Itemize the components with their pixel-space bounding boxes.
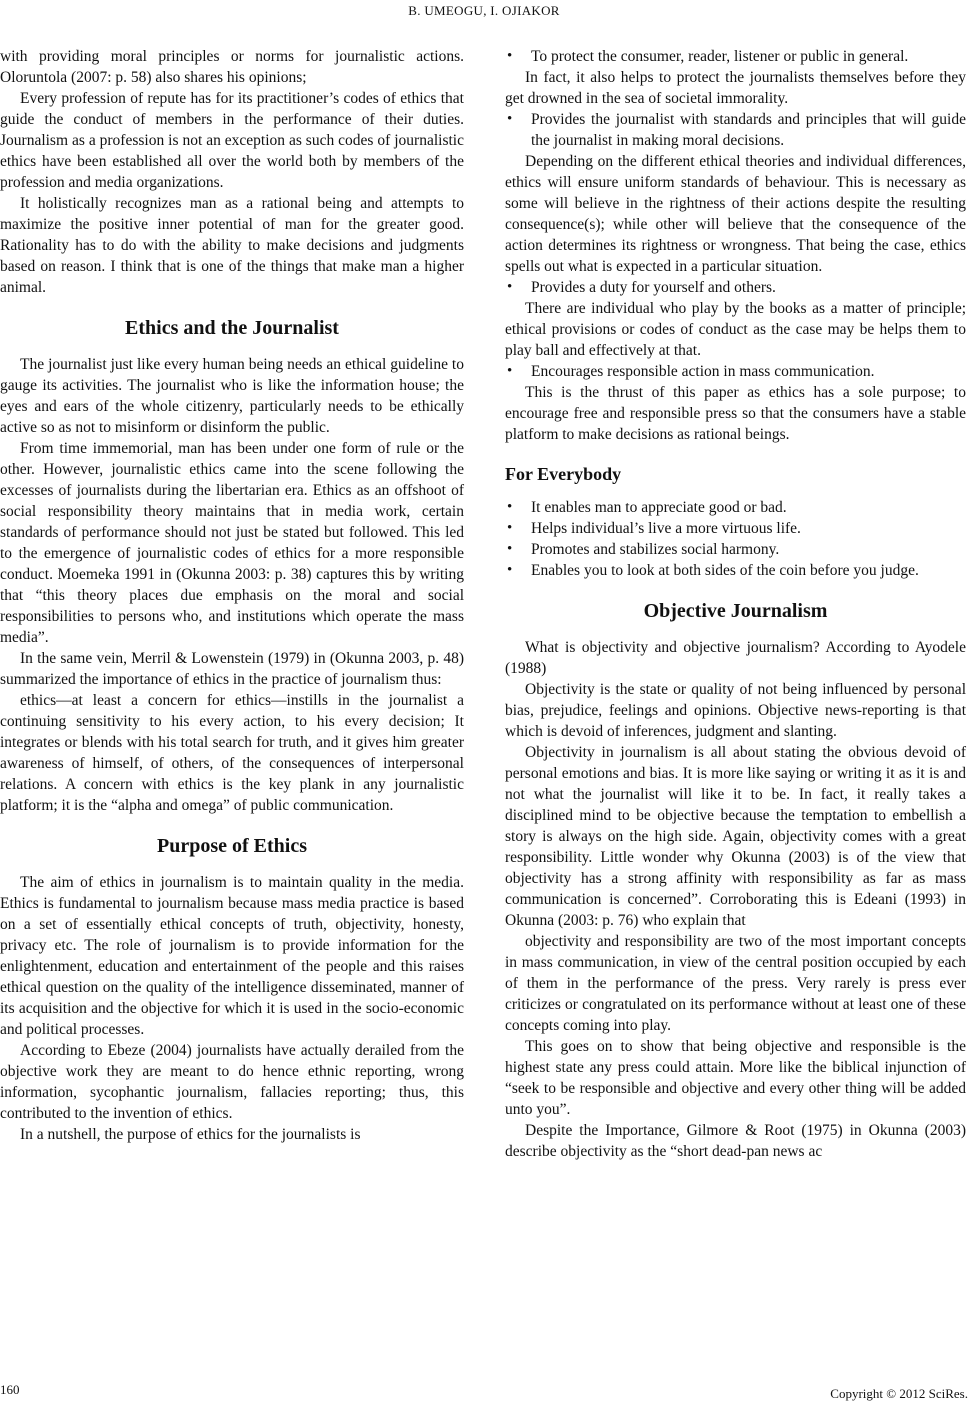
- paragraph: Objectivity in journalism is all about stating the obvious devoid of personal emotions and bias. It is more like saying or writing it as it is and not what the journalist will like it to be. In fact, it really takes a disciplined mind to be objective because the temptation to embellish a story is always on the high side. Again, objectivity comes with a great responsibility. Little wonder why Okunna (2003) is of the view that objectivity has a strong affinity with responsibility as far as mass communication is concerned”. Corroborating this is Edeani (1993) in Okunna (2003: p. 76) who explain that: [505, 744, 966, 929]
- bullet-list: [505, 361, 966, 382]
- paragraph: What is objectivity and objective journalism? According to Ayodele (1988): [505, 639, 966, 677]
- subsection-heading-everybody: For Everybody: [505, 464, 622, 484]
- right-column: [505, 46, 966, 1162]
- paragraph: There are individual who play by the books as a matter of principle; ethical provisions or codes of conduct as the case may be helps them to play ball and effectively at that.: [505, 300, 966, 359]
- list-item: • Provides the journalist with standards and principles that will guide the journalist in making moral decisions.: [507, 111, 966, 149]
- section-heading-purpose: Purpose of Ethics: [157, 835, 307, 857]
- list-item: • It enables man to appreciate good or bad.: [507, 499, 787, 516]
- paragraph: From time immemorial, man has been under one form of rule or the other. However, journalistic ethics came into the scene following the excesses of journalists during the libertarian era. Ethics as an offshoot of social responsibility theory maintains that in media work, certain standards of performance should not just be stated but followed. This led to the emergence of journalistic codes of ethics for a more responsible conduct. Moemeka 1991 in (Okunna 2003: p. 38) captures this by writing that “this theory places due emphasis on the moral and social responsibilities to persons who, and institutions which operate the mass media”.: [0, 440, 464, 646]
- paragraph: with providing moral principles or norms for journalistic actions. Oloruntola (2007: p. 58) also shares his opinions;: [0, 48, 464, 86]
- paragraph: In the same vein, Merril & Lowenstein (1979) in (Okunna 2003, p. 48) summarized the importance of ethics in the practice of journalism thus:: [0, 650, 464, 688]
- bullet-list: [505, 109, 966, 151]
- paragraph: According to Ebeze (2004) journalists have actually derailed from the objective work they are meant to do hence ethnic reporting, wrong information, sycophantic journalism, fallacies reporting; thus, this contributed to the invention of ethics.: [0, 1042, 464, 1122]
- copyright-notice: Copyright © 2012 SciRes.: [830, 1386, 968, 1401]
- bullet-list: [505, 46, 966, 67]
- bullet-icon: •: [507, 499, 513, 515]
- bullet-icon: •: [507, 363, 513, 379]
- bullet-icon: •: [507, 562, 513, 578]
- bullet-list: [505, 497, 966, 581]
- section-heading-objective: Objective Journalism: [643, 600, 828, 622]
- bullet-icon: •: [507, 541, 513, 557]
- paragraph: The aim of ethics in journalism is to maintain quality in the media. Ethics is fundamental to journalism because mass media practice is based on a set of essentially ethical concepts of truth, objectivity, honesty, privacy etc. The role of journalism is to provide information for the enlightenment, education and entertainment of the people and this raises ethical question on the quality of the intelligence disseminated, manner of its acquisition and the objective for which it is used in the socio-economic and political processes.: [0, 874, 464, 1038]
- block-quote: ethics—at least a concern for ethics—instills in the journalist a continuing sensitivity to his every action, to his every decision; It integrates or blends with his total search for truth, and it gives him greater awareness of himself, of others, of the consequences of interpersonal relations. A concern with ethics is the key plank in any journalistic platform; it is the “alpha and omega” of public communication.: [0, 692, 464, 814]
- paragraph: In fact, it also helps to protect the journalists themselves before they get drowned in the sea of societal immorality.: [505, 69, 966, 107]
- block-quote: Every profession of repute has for its practitioner’s codes of ethics that guide the conduct of members in the performance of their duties. Journalism as a profession is not an exception as such codes of journalistic ethics have been established all over the world both by members of the profession and media organizations.: [0, 90, 464, 191]
- block-quote: Objectivity is the state or quality of not being influenced by personal bias, prejudice, feelings and opinions. Objective news-reporting is that which is devoid of inferences, judgment and slanting.: [505, 681, 966, 740]
- bullet-list: [505, 277, 966, 298]
- list-item: • Helps individual’s live a more virtuous life.: [507, 520, 801, 537]
- paragraph: This goes on to show that being objective and responsible is the highest state any press could attain. More like the biblical injunction of “seek to be responsible and objective and every other thing will be added unto you”.: [505, 1038, 966, 1118]
- list-item: • To protect the consumer, reader, listener or public in general.: [507, 48, 909, 65]
- bullet-icon: •: [507, 111, 513, 127]
- block-quote: objectivity and responsibility are two of the most important concepts in mass communication, in view of the central position occupied by each of them in the performance of the press. Very rarely is press ever criticizes or congratulated on its performance without at least one of these concepts coming into play.: [505, 933, 966, 1034]
- running-head: B. UMEOGU, I. OJIAKOR: [408, 3, 560, 18]
- paragraph: It holistically recognizes man as a rational being and attempts to maximize the positive inner potential of man for the greater good. Rationality has to do with the ability to make decisions and judgments based on reason. I think that is one of the things that make man a higher animal.: [0, 195, 464, 296]
- paragraph: This is the thrust of this paper as ethics has a sole purpose; to encourage free and responsible press so that the consumers have a stable platform to make decisions as rational beings.: [505, 384, 966, 443]
- bullet-icon: •: [507, 279, 513, 295]
- page-number: 160: [0, 1382, 20, 1397]
- list-item: • Encourages responsible action in mass communication.: [507, 363, 875, 380]
- list-item: • Provides a duty for yourself and others.: [507, 279, 776, 296]
- bullet-icon: •: [507, 520, 513, 536]
- paragraph: Depending on the different ethical theories and individual differences, ethics will ensure uniform standards of behaviour. This is necessary as some will believe in the rightness of their actions despite the resulting consequence(s); while other will believe that the consequence of the action determines its rightness or wrongness. That being the case, ethics spells out what is expected in a particular situation.: [505, 153, 966, 275]
- paragraph: In a nutshell, the purpose of ethics for the journalists is: [20, 1126, 361, 1143]
- paragraph: The journalist just like every human being needs an ethical guideline to gauge its activities. The journalist who is like the information house; the eyes and ears of the whole citizenry, particularly needs to be ethically active so as not to misinform or disinform the public.: [0, 356, 464, 436]
- list-item: • Promotes and stabilizes social harmony.: [507, 541, 780, 558]
- paragraph: Despite the Importance, Gilmore & Root (1975) in Okunna (2003) describe objectivity as the “short dead-pan news ac: [505, 1122, 966, 1160]
- bullet-icon: •: [507, 48, 513, 64]
- left-column: [0, 46, 464, 1145]
- list-item: • Enables you to look at both sides of the coin before you judge.: [507, 562, 919, 579]
- section-heading-ethics-journalist: Ethics and the Journalist: [125, 317, 339, 339]
